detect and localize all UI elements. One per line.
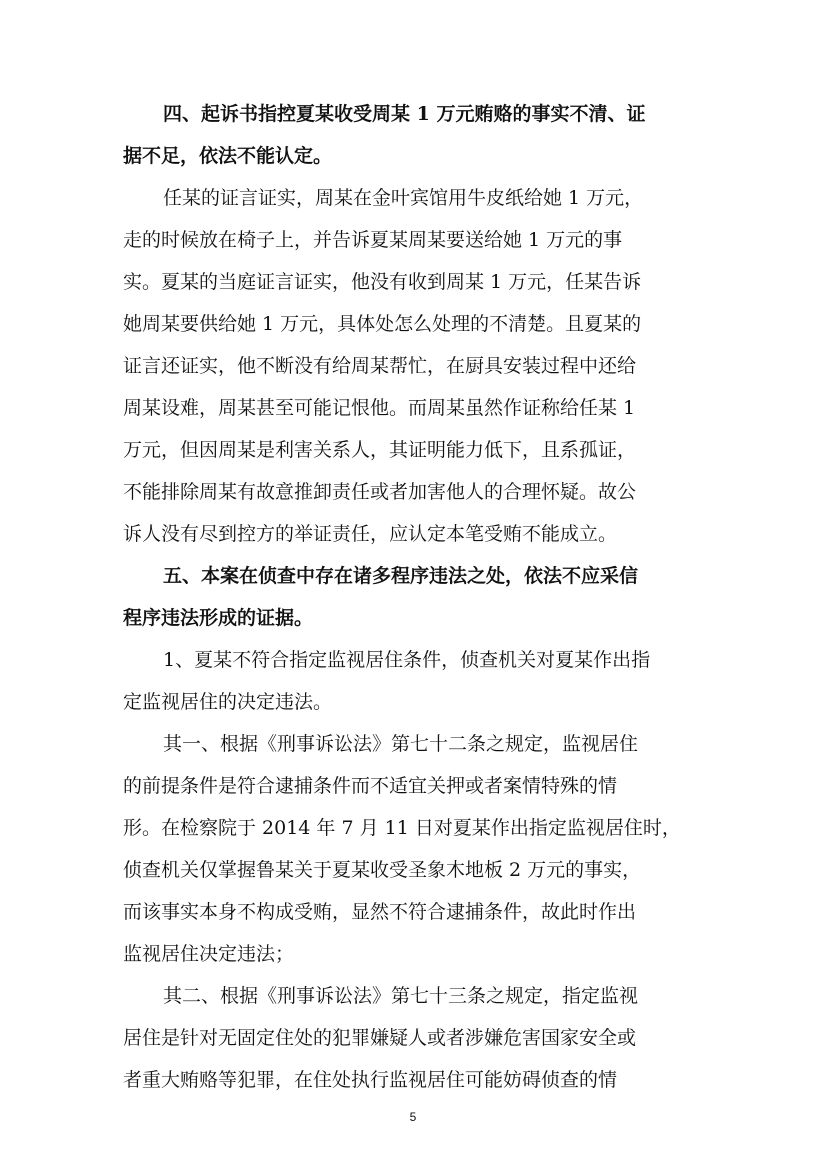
heading-four-line-2: 据不足，依法不能认定。: [123, 145, 333, 167]
paragraph-line: 走的时候放在椅子上，并告诉夏某周某要送给她 1 万元的事: [123, 229, 623, 251]
heading-five-line-1: 五、本案在侦查中存在诸多程序违法之处，依法不应采信: [163, 565, 639, 587]
paragraph-line: 定监视居住的决定违法。: [123, 691, 333, 713]
paragraph-line: 诉人没有尽到控方的举证责任，应认定本笔受贿不能成立。: [123, 523, 618, 545]
paragraph-line: 万元，但因周某是利害关系人，其证明能力低下，且系孤证，: [123, 439, 637, 461]
paragraph-line: 者重大贿赂等犯罪，在住处执行监视居住可能妨碍侦查的情: [123, 1069, 618, 1091]
paragraph-line: 形。在检察院于 2014 年 7 月 11 日对夏某作出指定监视居住时，: [123, 817, 681, 839]
paragraph-line: 周某设难，周某甚至可能记恨他。而周某虽然作证称给任某 1: [123, 397, 636, 419]
paragraph-line: 其二、根据《刑事诉讼法》第七十三条之规定，指定监视: [163, 985, 639, 1007]
paragraph-line: 1、夏某不符合指定监视居住条件，侦查机关对夏某作出指: [163, 649, 651, 671]
paragraph-line: 证言还证实，他不断没有给周某帮忙，在厨具安装过程中还给: [123, 355, 637, 377]
paragraph-line: 侦查机关仅掌握鲁某关于夏某收受圣象木地板 2 万元的事实，: [123, 859, 642, 881]
heading-four-line-1: 四、起诉书指控夏某收受周某 1 万元贿赂的事实不清、证: [163, 103, 646, 125]
paragraph-line: 其一、根据《刑事诉讼法》第七十二条之规定，监视居住: [163, 733, 639, 755]
paragraph-line: 任某的证言证实，周某在金叶宾馆用牛皮纸给她 1 万元，: [163, 187, 644, 209]
paragraph-line: 居住是针对无固定住处的犯罪嫌疑人或者涉嫌危害国家安全或: [123, 1027, 637, 1049]
paragraph-line: 监视居住决定违法；: [123, 943, 295, 965]
paragraph-line: 不能排除周某有故意推卸责任或者加害他人的合理怀疑。故公: [123, 481, 637, 503]
paragraph-line: 而该事实本身不构成受贿，显然不符合逮捕条件，故此时作出: [123, 901, 637, 923]
paragraph-line: 实。夏某的当庭证言证实，他没有收到周某 1 万元，任某告诉: [123, 271, 642, 293]
page-number: 5: [409, 1110, 417, 1124]
paragraph-line: 她周某要供给她 1 万元，具体处怎么处理的不清楚。且夏某的: [123, 313, 642, 335]
heading-five-line-2: 程序违法形成的证据。: [123, 607, 314, 629]
paragraph-line: 的前提条件是符合逮捕条件而不适宜关押或者案情特殊的情: [123, 775, 618, 797]
